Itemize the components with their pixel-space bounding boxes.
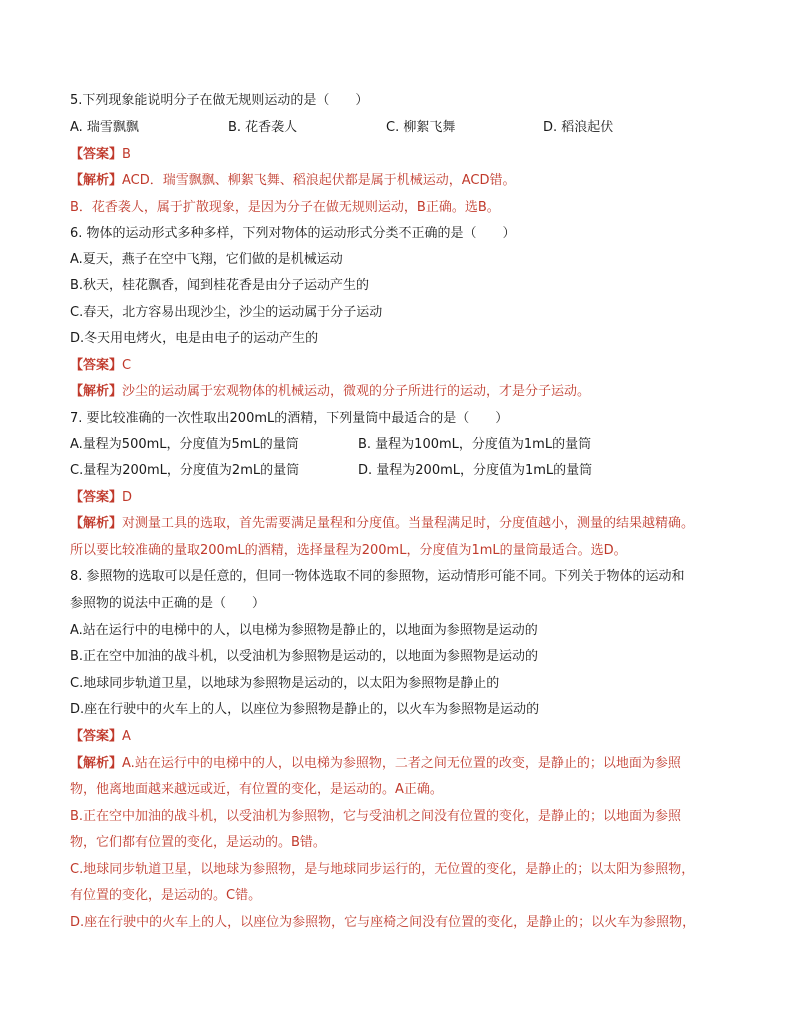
q8-analysis-line <box>70 755 730 773</box>
q8-analysis-line: 物，它们都有位置的变化，是运动的。B错。 <box>70 835 326 850</box>
answer-tag: 【答案】 <box>70 729 123 744</box>
answer-value: D <box>122 490 133 505</box>
q6-answer <box>70 357 730 375</box>
q7-analysis-line: 所以要比较准确的量取200mL的酒精，选择量程为200mL，分度值为1mL的量筒最适合。选D。 <box>70 543 627 558</box>
analysis-tag: 【解析】 <box>70 516 123 531</box>
q5-option-b: B. 花香袭人 <box>228 120 298 135</box>
q5-option-a: A. 瑞雪飘飘 <box>70 120 139 135</box>
answer-value: A <box>122 729 131 744</box>
q7-option-a: A.量程为500mL，分度值为5mL的量筒 <box>70 437 299 452</box>
q8-analysis-line: 有位置的变化，是运动的。C错。 <box>70 888 262 903</box>
q7-analysis-line <box>70 515 730 533</box>
q5-answer <box>70 146 730 164</box>
q8-answer <box>70 728 730 746</box>
q8-option-d: D.座在行驶中的火车上的人，以座位为参照物是静止的，以火车为参照物是运动的 <box>70 702 540 717</box>
q7-option-d: D. 量程为200mL，分度值为1mL的量筒 <box>358 463 593 478</box>
q8-analysis-line: 物，他离地面越来越远或近，有位置的变化，是运动的。A正确。 <box>70 782 443 797</box>
q8-stem-line: 8. 参照物的选取可以是任意的，但同一物体选取不同的参照物，运动情形可能不同。下列关于物体的运动和 <box>70 569 685 584</box>
q8-analysis-line: C.地球同步轨道卫星，以地球为参照物，是与地球同步运行的，无位置的变化，是静止的；以太阳为参照物， <box>70 862 695 877</box>
q5-option-c: C. 柳絮飞舞 <box>386 120 456 135</box>
analysis-tag: 【解析】 <box>70 756 123 771</box>
q8-stem-line: 参照物的说法中正确的是（ ） <box>70 596 266 611</box>
q7-stem: 7. 要比较准确的一次性取出200mL的酒精，下列量筒中最适合的是（ ） <box>70 411 509 426</box>
analysis-text: A.站在运行中的电梯中的人，以电梯为参照物，二者之间无位置的改变，是静止的；以地面为参照 <box>122 756 681 771</box>
q5-analysis-line <box>70 172 730 190</box>
answer-tag: 【答案】 <box>70 490 123 505</box>
q7-option-b: B. 量程为100mL，分度值为1mL的量筒 <box>358 437 592 452</box>
q5-option-d: D. 稻浪起伏 <box>543 120 614 135</box>
q7-answer <box>70 489 730 507</box>
q5-analysis-line: B．花香袭人，属于扩散现象，是因为分子在做无规则运动，B正确。选B。 <box>70 200 500 215</box>
q6-option-c: C.春天，北方容易出现沙尘，沙尘的运动属于分子运动 <box>70 305 383 320</box>
answer-value: C <box>122 358 132 373</box>
analysis-text: 对测量工具的选取，首先需要满足量程和分度值。当量程满足时，分度值越小，测量的结果越精确。 <box>122 516 695 531</box>
q5-stem: 5.下列现象能说明分子在做无规则运动的是（ ） <box>70 93 369 108</box>
q8-option-c: C.地球同步轨道卫星，以地球为参照物是运动的，以太阳为参照物是静止的 <box>70 676 500 691</box>
q6-option-b: B.秋天，桂花飘香，闻到桂花香是由分子运动产生的 <box>70 278 370 293</box>
q8-option-b: B.正在空中加油的战斗机，以受油机为参照物是运动的，以地面为参照物是运动的 <box>70 649 539 664</box>
q6-option-a: A.夏天，燕子在空中飞翔，它们做的是机械运动 <box>70 252 343 267</box>
analysis-text: 沙尘的运动属于宏观物体的机械运动，微观的分子所进行的运动，才是分子运动。 <box>122 384 591 399</box>
q6-stem: 6. 物体的运动形式多种多样，下列对物体的运动形式分类不正确的是（ ） <box>70 226 516 241</box>
q8-analysis-line: D.座在行驶中的火车上的人，以座位为参照物，它与座椅之间没有位置的变化，是静止的；以火车为参照物， <box>70 915 696 930</box>
answer-tag: 【答案】 <box>70 358 123 373</box>
q7-option-c: C.量程为200mL，分度值为2mL的量筒 <box>70 463 300 478</box>
answer-value: B <box>122 147 131 162</box>
q6-option-d: D.冬天用电烤火，电是由电子的运动产生的 <box>70 331 319 346</box>
analysis-text: ACD．瑞雪飘飘、柳絮飞舞、稻浪起伏都是属于机械运动，ACD错。 <box>122 173 516 188</box>
answer-tag: 【答案】 <box>70 147 123 162</box>
q6-analysis-line <box>70 383 730 401</box>
q8-option-a: A.站在运行中的电梯中的人，以电梯为参照物是静止的，以地面为参照物是运动的 <box>70 623 538 638</box>
analysis-tag: 【解析】 <box>70 384 123 399</box>
q8-analysis-line: B.正在空中加油的战斗机，以受油机为参照物，它与受油机之间没有位置的变化，是静止的；以地面为参照 <box>70 809 682 824</box>
analysis-tag: 【解析】 <box>70 173 123 188</box>
